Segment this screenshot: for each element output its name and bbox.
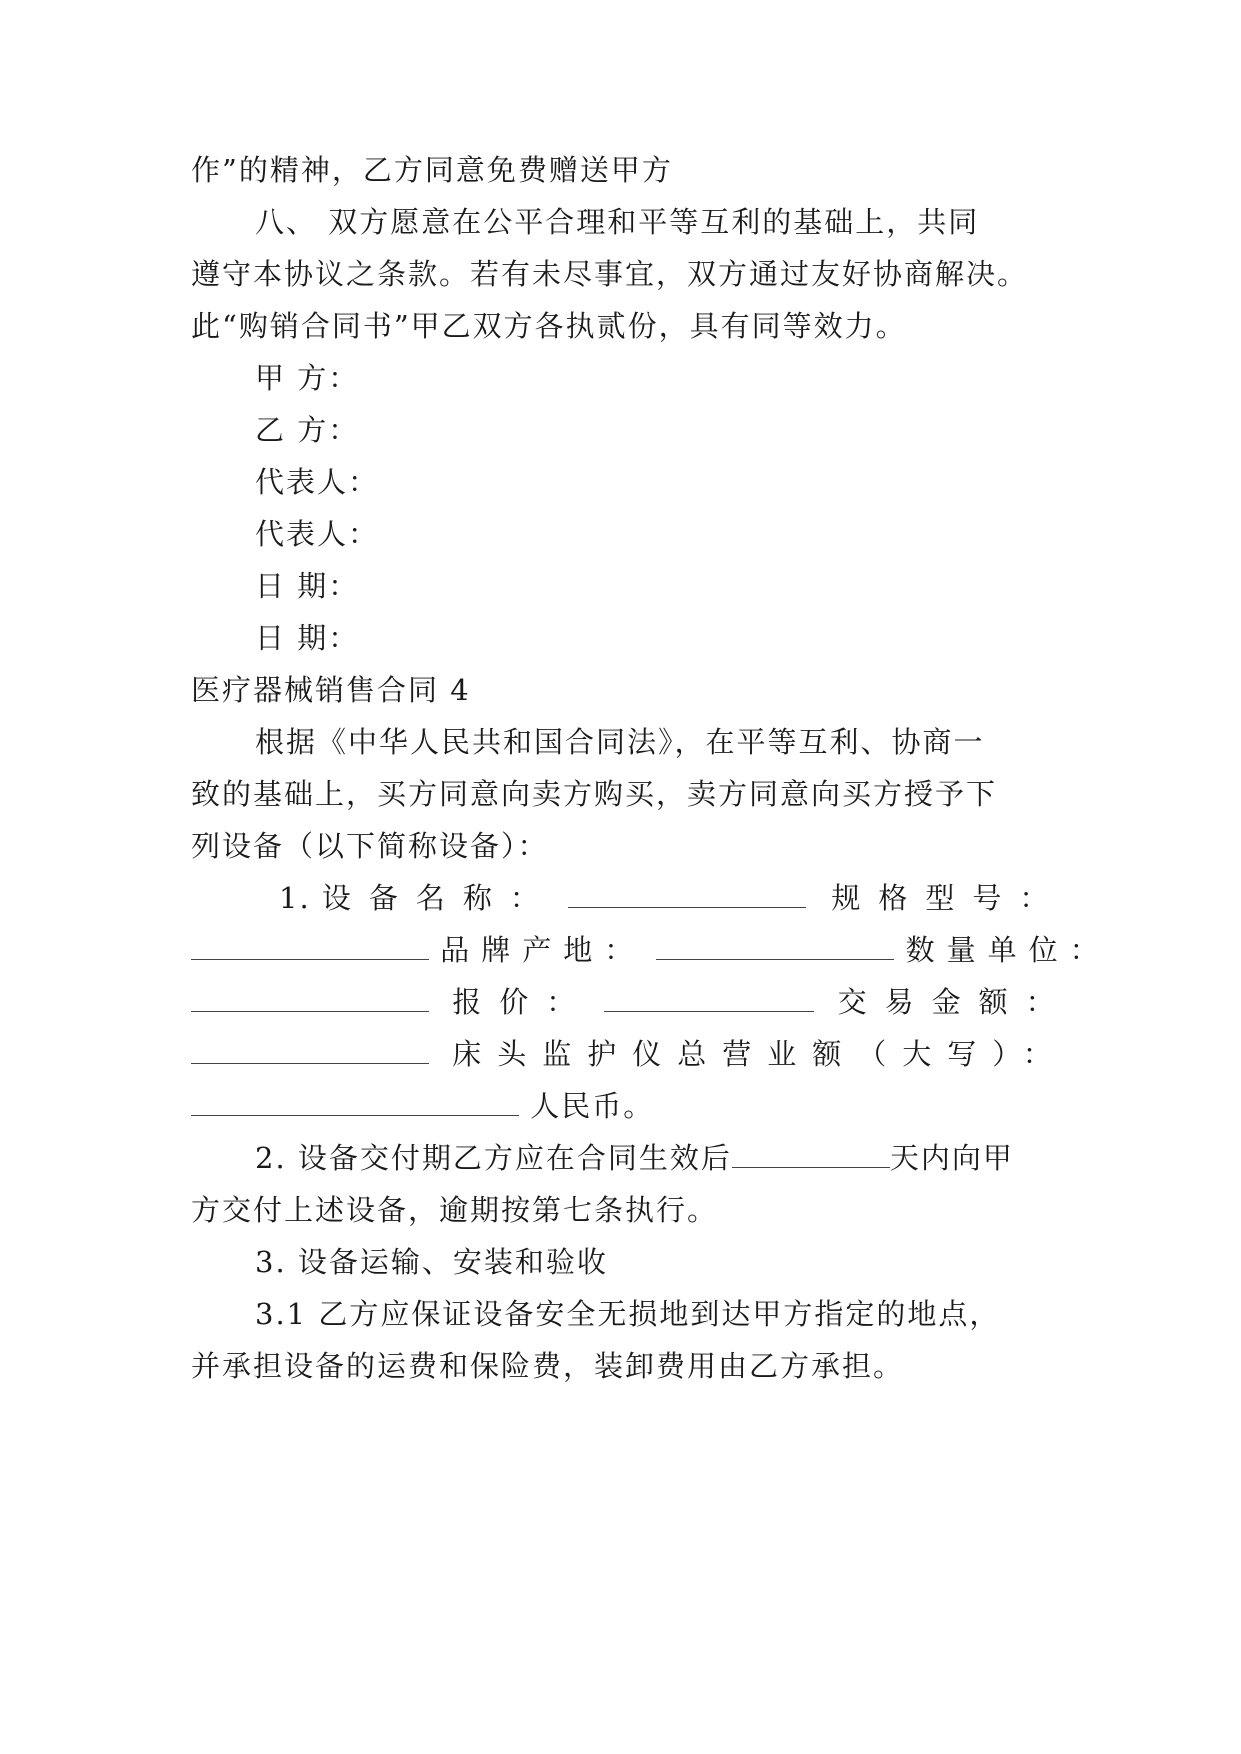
device-name-blank [568, 881, 806, 908]
total-blank [191, 1089, 519, 1116]
price-label: 报价： [452, 985, 594, 1019]
item3-1-line: 并承担设备的运费和保险费，装卸费用由乙方承担。 [191, 1349, 905, 1383]
contract-title: 医疗器械销售合同 4 [191, 673, 471, 707]
paragraph-line: 此“购销合同书”甲乙双方各执贰份，具有同等效力。 [191, 309, 907, 343]
item1-line3 [191, 982, 1073, 1022]
device-name-label: 设备名称： [321, 881, 557, 915]
delivery-days-blank [732, 1141, 890, 1168]
signature-party-b: 乙 方： [255, 413, 360, 447]
spec-label: 规格型号： [831, 881, 1067, 915]
item1-line2 [191, 930, 1111, 970]
brand-blank [656, 933, 894, 960]
signature-date-b: 日 期： [255, 621, 360, 655]
total-label: 床头监护仪总营业额（大写）： [452, 1037, 1068, 1071]
item2-prefix: 2. 设备交付期乙方应在合同生效后 [255, 1141, 732, 1175]
signature-rep-b: 代表人： [255, 517, 380, 551]
item3-heading: 3. 设备运输、安装和验收 [255, 1245, 608, 1279]
paragraph-line: 八、 双方愿意在公平合理和平等互利的基础上，共同 [255, 205, 980, 239]
intro-line: 根据《中华人民共和国合同法》，在平等互利、协商一 [255, 725, 985, 759]
qty-blank [191, 985, 429, 1012]
signature-rep-a: 代表人： [255, 465, 380, 499]
price-blank [604, 985, 814, 1012]
signature-party-a: 甲 方： [255, 361, 360, 395]
spec-blank [191, 933, 429, 960]
item2-line2: 方交付上述设备，逾期按第七条执行。 [191, 1193, 719, 1227]
paragraph-line: 遵守本协议之条款。若有未尽事宜，双方通过友好协商解决。 [191, 257, 1029, 291]
item1-line4 [191, 1034, 1068, 1074]
paragraph-line: 作”的精神，乙方同意免费赠送甲方 [191, 153, 673, 187]
intro-line: 列设备（以下简称设备）： [191, 829, 549, 863]
item1-line5 [191, 1086, 654, 1126]
currency-label: 人民币。 [530, 1089, 655, 1123]
item3-1-line: 3.1 乙方应保证设备安全无损地到达甲方指定的地点， [255, 1297, 1001, 1331]
amount-label: 交易金额： [837, 985, 1073, 1019]
signature-date-a: 日 期： [255, 569, 360, 603]
item1-num: 1. [279, 881, 311, 915]
item1-line1 [279, 878, 1066, 918]
qty-label: 数量单位： [905, 933, 1111, 967]
item2-line1 [255, 1138, 1014, 1178]
amount-blank [191, 1037, 429, 1064]
item2-suffix: 天内向甲 [889, 1141, 1014, 1175]
intro-line: 致的基础上，买方同意向卖方购买，卖方同意向买方授予下 [191, 777, 998, 811]
brand-label: 品牌产地： [440, 933, 646, 967]
